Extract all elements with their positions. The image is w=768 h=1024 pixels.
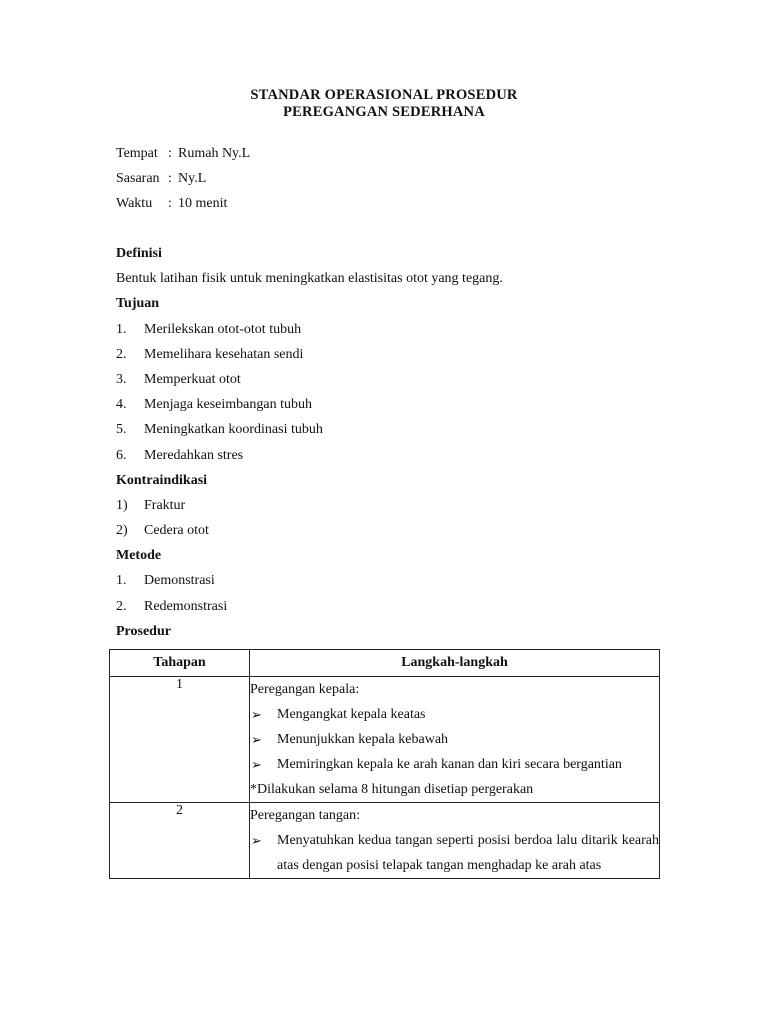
table-row [110, 677, 660, 803]
step-text: Mengangkat kepala keatas [277, 707, 426, 722]
procedure-table [109, 649, 660, 879]
step-text: Menyatuhkan kedua tangan seperti posisi berdoa lalu ditarik kearah atas dengan posisi telapak tangan menghadap ke arah atas [277, 833, 659, 873]
list-text: Cedera otot [144, 523, 209, 539]
table-row [110, 803, 660, 879]
step-item [250, 727, 659, 752]
list-number: 5. [116, 422, 127, 438]
info-block [116, 146, 250, 221]
arrow-bullet-icon: ➢ [251, 833, 262, 848]
section-heading-kontraindikasi: Kontraindikasi [116, 472, 208, 488]
info-separator: : [168, 146, 172, 161]
step-item [250, 702, 659, 727]
column-header-langkah: Langkah-langkah [250, 650, 660, 677]
list-text: Fraktur [144, 497, 186, 513]
step-text: Menunjukkan kepala kebawah [277, 732, 449, 747]
list-number: 6. [116, 447, 127, 463]
info-label: Waktu [116, 196, 153, 211]
list-number: 1. [116, 321, 127, 337]
list-text: Meredahkan stres [144, 447, 244, 463]
info-label: Tempat [116, 146, 158, 161]
list-number: 2. [116, 598, 127, 614]
list-item [116, 422, 546, 447]
section-heading-tujuan: Tujuan [116, 296, 160, 312]
info-separator: : [168, 171, 172, 186]
step-group-title: Peregangan tangan: [250, 808, 361, 823]
list-item [116, 322, 546, 347]
column-header-tahapan: Tahapan [110, 650, 250, 677]
list-item [116, 397, 546, 422]
section-heading-prosedur: Prosedur [116, 623, 171, 639]
list-text: Memelihara kesehatan sendi [144, 346, 304, 362]
arrow-bullet-icon: ➢ [251, 732, 262, 747]
list-item [116, 448, 546, 473]
definisi-text: Bentuk latihan fisik untuk meningkatkan elastisitas otot yang tegang. [116, 271, 503, 287]
list-text: Redemonstrasi [144, 598, 228, 614]
steps-cell [250, 803, 660, 879]
list-number: 1) [116, 497, 128, 513]
step-group-title: Peregangan kepala: [250, 682, 360, 697]
list-item [116, 573, 546, 598]
list-text: Menjaga keseimbangan tubuh [144, 397, 312, 413]
step-item [250, 752, 659, 777]
section-heading-definisi: Definisi [116, 246, 162, 261]
list-text: Demonstrasi [144, 573, 215, 589]
stage-number: 1 [110, 677, 250, 803]
info-row-sasaran [116, 171, 250, 196]
list-item [116, 498, 546, 523]
info-row-tempat [116, 146, 250, 171]
list-item [116, 523, 546, 548]
step-note: *Dilakukan selama 8 hitungan disetiap pergerakan [250, 782, 534, 797]
list-text: Memperkuat otot [144, 371, 241, 387]
list-item [116, 347, 546, 372]
list-text: Merilekskan otot-otot tubuh [144, 321, 302, 337]
info-value: Ny.L [178, 171, 207, 186]
info-label: Sasaran [116, 171, 160, 186]
document-title-line-1: STANDAR OPERASIONAL PROSEDUR [250, 87, 518, 103]
table-header-row [110, 650, 660, 677]
document-body [116, 246, 546, 649]
stage-number: 2 [110, 803, 250, 879]
list-number: 2. [116, 346, 127, 362]
arrow-bullet-icon: ➢ [251, 707, 262, 722]
document-title-line-2: PEREGANGAN SEDERHANA [283, 104, 485, 120]
info-value: Rumah Ny.L [178, 146, 251, 161]
info-separator: : [168, 196, 172, 211]
list-number: 2) [116, 523, 128, 539]
list-number: 4. [116, 397, 127, 413]
section-heading-metode: Metode [116, 548, 162, 564]
step-item [250, 828, 659, 878]
arrow-bullet-icon: ➢ [251, 757, 262, 772]
list-text: Meningkatkan koordinasi tubuh [144, 422, 323, 438]
steps-cell [250, 677, 660, 803]
info-value: 10 menit [178, 196, 228, 211]
info-row-waktu [116, 196, 250, 221]
list-number: 3. [116, 371, 127, 387]
step-text: Memiringkan kepala ke arah kanan dan kiri secara bergantian [277, 757, 622, 772]
list-item [116, 599, 546, 624]
list-number: 1. [116, 573, 127, 589]
list-item [116, 372, 546, 397]
